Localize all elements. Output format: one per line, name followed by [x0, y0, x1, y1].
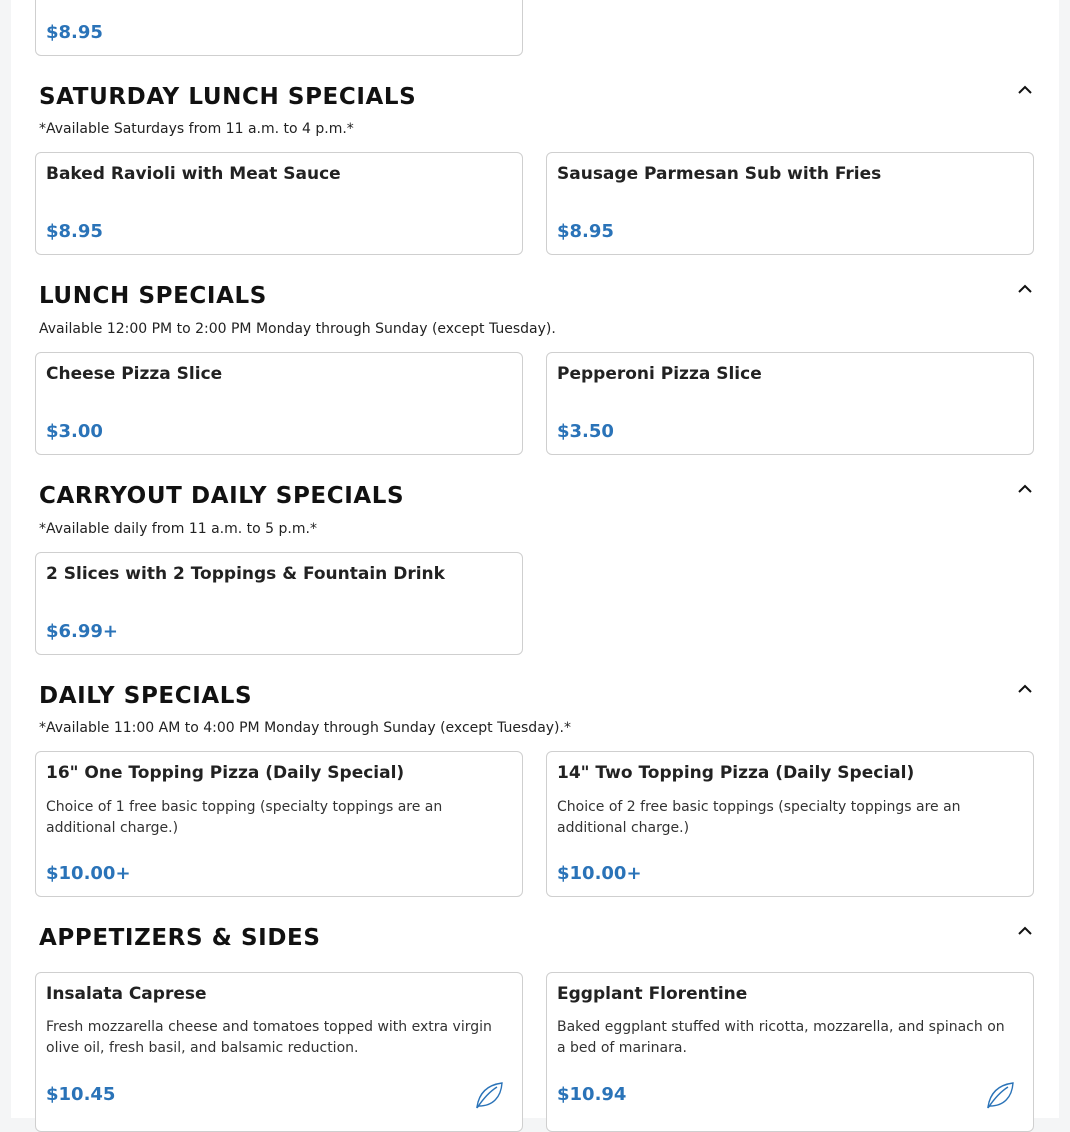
menu-item-card[interactable]: [546, 751, 1034, 897]
chevron-up-icon[interactable]: [1017, 84, 1033, 96]
menu-item-card[interactable]: [35, 0, 523, 56]
menu-item-card[interactable]: [35, 751, 523, 897]
menu-item-card[interactable]: [35, 152, 523, 255]
section-note-saturday: *Available Saturdays from 11 a.m. to 4 p.m.*: [39, 121, 354, 137]
chevron-up-icon[interactable]: [1017, 283, 1033, 295]
menu-page: [11, 0, 1059, 1118]
menu-item-card[interactable]: [546, 352, 1034, 455]
item-name: Eggplant Florentine: [557, 984, 748, 1004]
item-name: Pepperoni Pizza Slice: [557, 364, 762, 384]
item-price: $3.50: [557, 421, 614, 442]
item-description: Baked eggplant stuffed with ricotta, mozzarella, and spinach on a bed of marinara.: [557, 1019, 1005, 1056]
menu-item-card[interactable]: [35, 352, 523, 455]
item-description: Choice of 2 free basic toppings (specialty toppings are an additional charge.): [557, 799, 961, 836]
item-description: Fresh mozzarella cheese and tomatoes topped with extra virgin olive oil, fresh basil, and balsamic reduction.: [46, 1019, 492, 1056]
menu-item-card[interactable]: [546, 972, 1034, 1132]
chevron-up-icon[interactable]: [1017, 483, 1033, 495]
item-price: $3.00: [46, 421, 103, 442]
menu-item-card[interactable]: [35, 972, 523, 1132]
vegetarian-leaf-icon: [473, 1079, 505, 1111]
section-title-daily: DAILY SPECIALS: [39, 683, 253, 709]
menu-item-card[interactable]: [35, 552, 523, 655]
item-name: Sausage Parmesan Sub with Fries: [557, 164, 882, 184]
item-description: Choice of 1 free basic topping (specialty toppings are an additional charge.): [46, 799, 443, 836]
item-name: 2 Slices with 2 Toppings & Fountain Drink: [46, 564, 445, 584]
item-price: $8.95: [557, 221, 614, 242]
menu-item-card[interactable]: [546, 152, 1034, 255]
item-price: $10.94: [557, 1084, 627, 1105]
vegetarian-leaf-icon: [984, 1079, 1016, 1111]
item-price: $8.95: [46, 221, 103, 242]
item-name: 14" Two Topping Pizza (Daily Special): [557, 763, 915, 783]
item-price: $8.95: [46, 22, 103, 43]
section-title-lunch: LUNCH SPECIALS: [39, 283, 267, 309]
section-note-lunch: Available 12:00 PM to 2:00 PM Monday through Sunday (except Tuesday).: [39, 321, 556, 337]
item-price: $10.00+: [557, 863, 642, 884]
item-name: 16" One Topping Pizza (Daily Special): [46, 763, 405, 783]
item-name: Cheese Pizza Slice: [46, 364, 223, 384]
item-price: $6.99+: [46, 621, 119, 642]
section-note-carryout: *Available daily from 11 a.m. to 5 p.m.*: [39, 521, 317, 537]
section-title-saturday: SATURDAY LUNCH SPECIALS: [39, 84, 417, 110]
section-title-appetizers: APPETIZERS & SIDES: [39, 925, 321, 951]
item-price: $10.45: [46, 1084, 116, 1105]
item-price: $10.00+: [46, 863, 131, 884]
item-name: Baked Ravioli with Meat Sauce: [46, 164, 341, 184]
chevron-up-icon[interactable]: [1017, 683, 1033, 695]
chevron-up-icon[interactable]: [1017, 925, 1033, 937]
section-title-carryout: CARRYOUT DAILY SPECIALS: [39, 483, 405, 509]
section-note-daily: *Available 11:00 AM to 4:00 PM Monday through Sunday (except Tuesday).*: [39, 720, 571, 736]
item-name: Insalata Caprese: [46, 984, 207, 1004]
